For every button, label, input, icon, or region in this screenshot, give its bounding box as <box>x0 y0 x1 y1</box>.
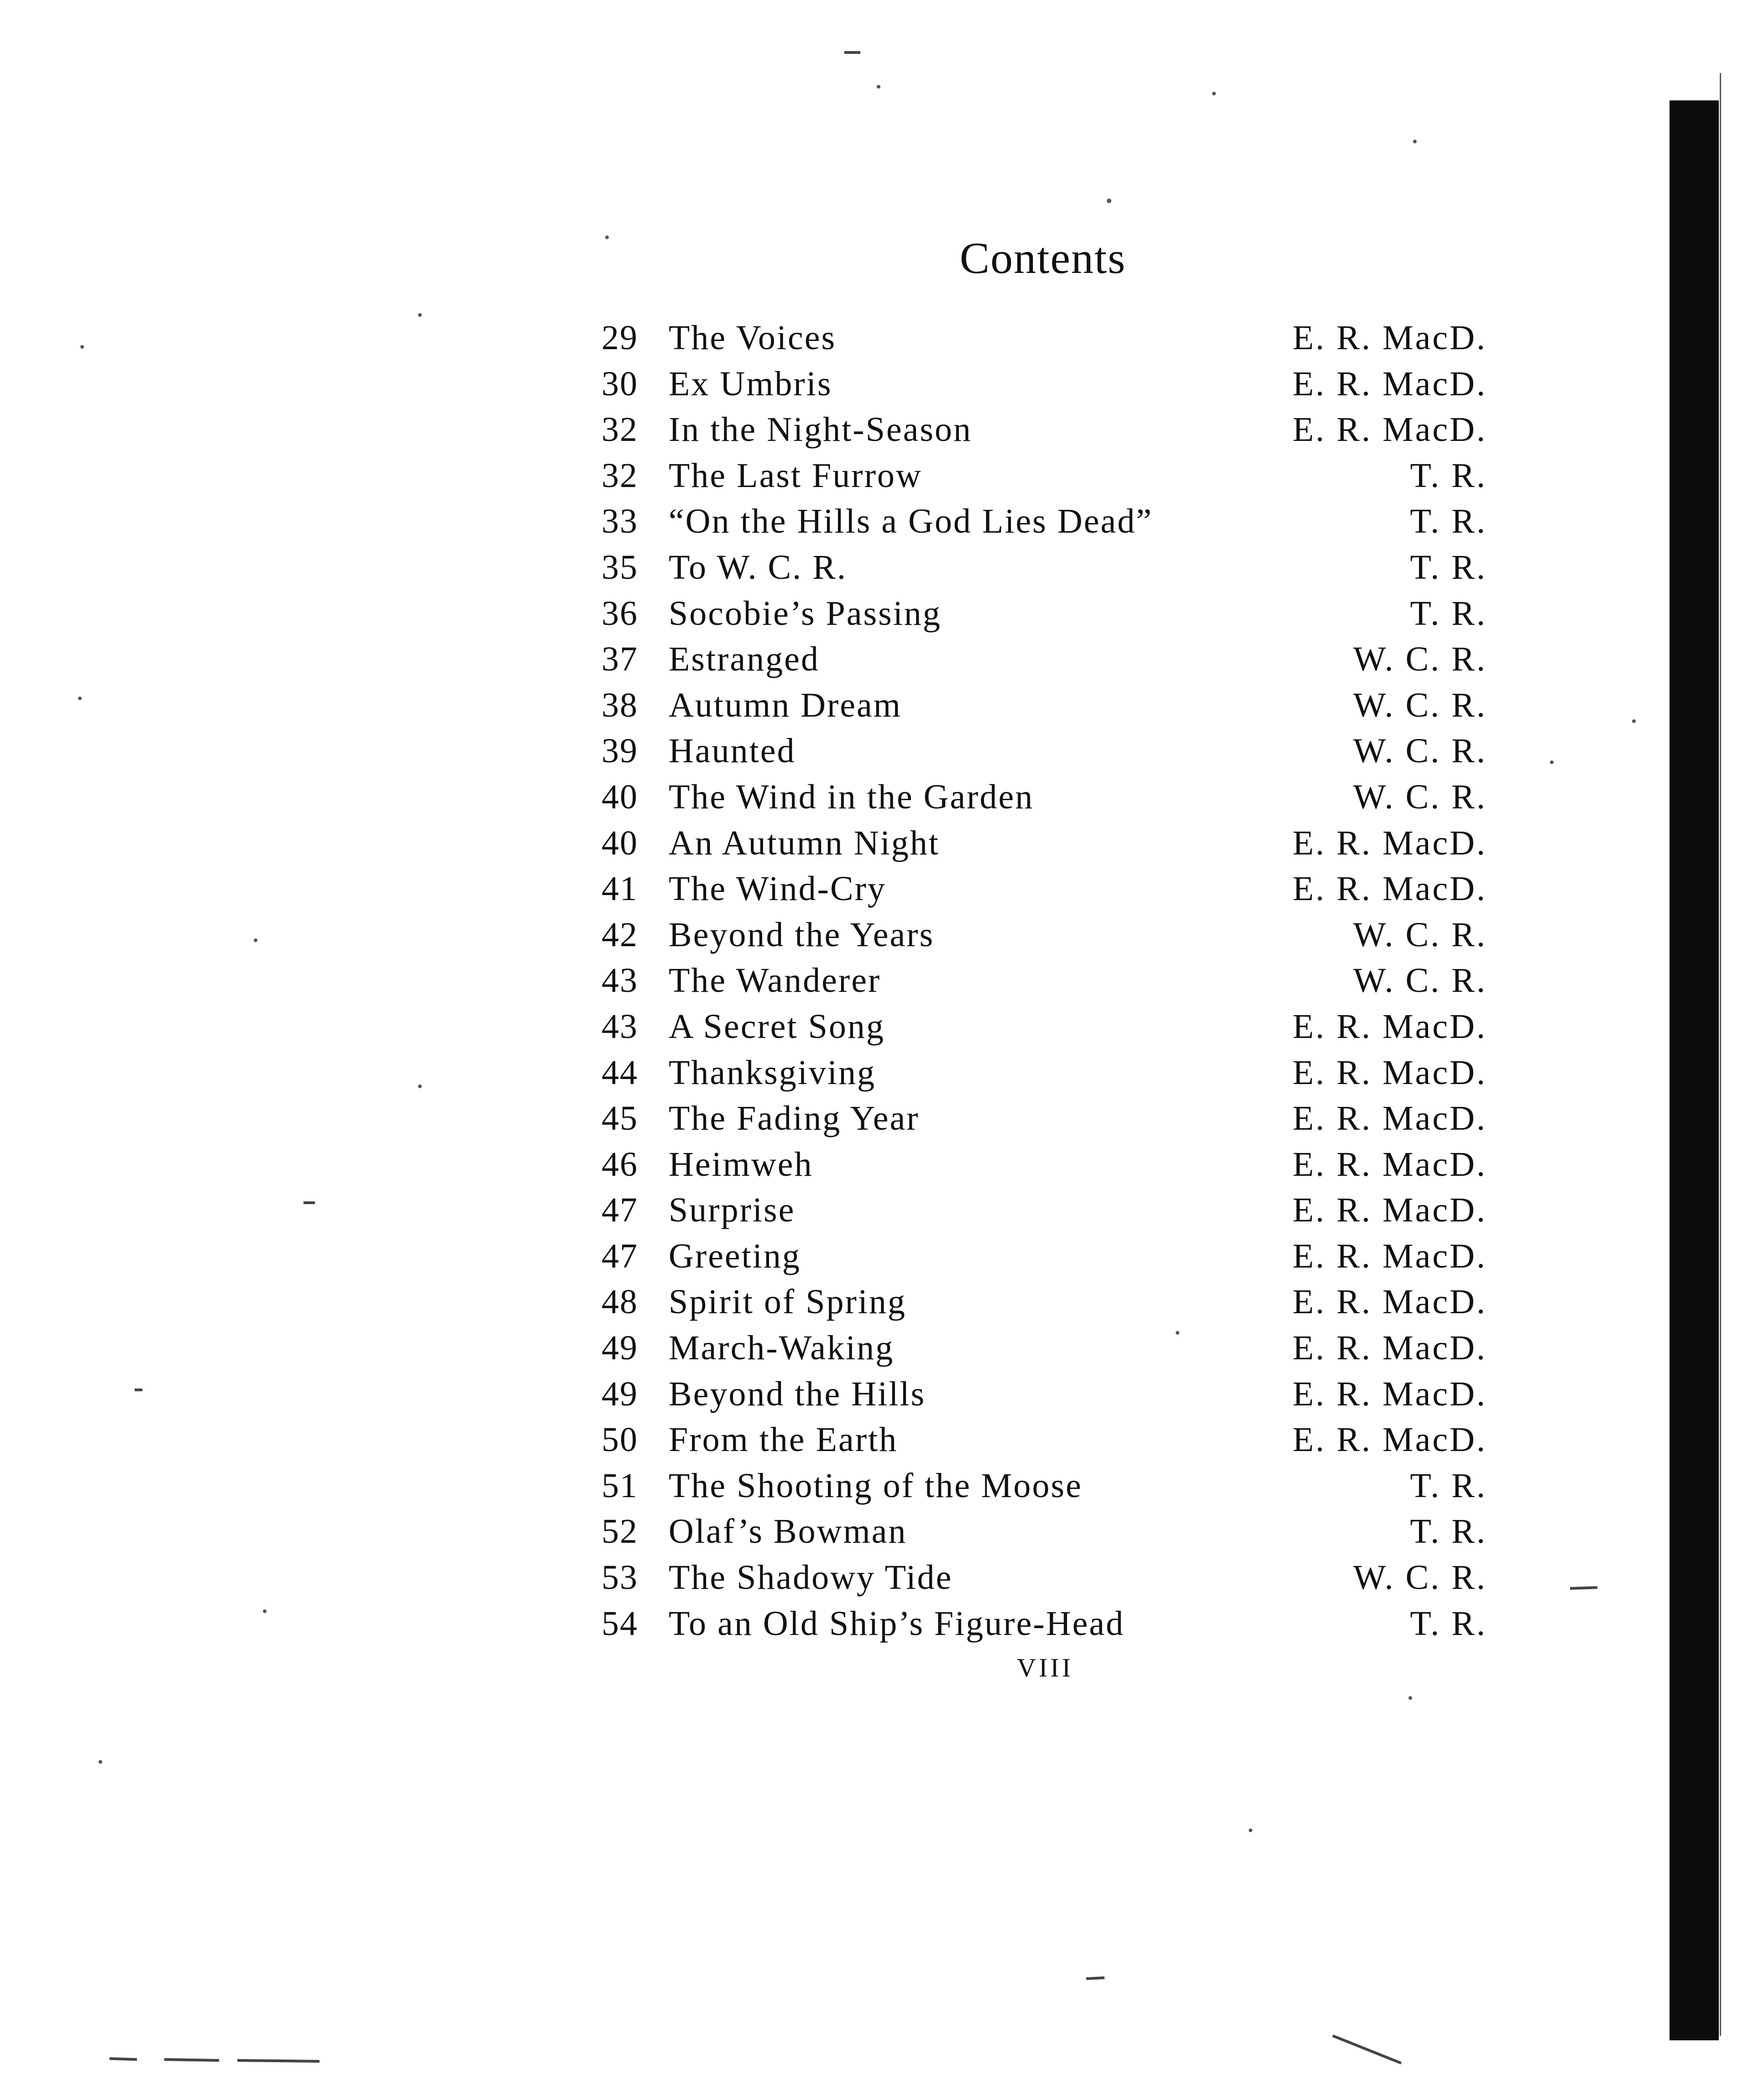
entry-title: The Shadowy Tide <box>669 1558 953 1597</box>
entry-page-number: 39 <box>602 732 638 770</box>
entry-page-number: 35 <box>602 548 638 587</box>
entry-author: E. R. MacD. <box>1292 1237 1487 1275</box>
entry-page-number: 47 <box>602 1191 638 1230</box>
entry-title: Ex Umbris <box>669 364 832 403</box>
entry-page-number: 30 <box>602 364 638 403</box>
entry-page-number: 36 <box>602 594 638 633</box>
entry-author: E. R. MacD. <box>1292 1099 1487 1138</box>
entry-page-number: 51 <box>602 1466 638 1505</box>
page-title: Contents <box>959 234 1126 283</box>
entry-title: To an Old Ship’s Figure-Head <box>669 1604 1125 1643</box>
entry-page-number: 42 <box>602 915 638 954</box>
entry-title: Heimweh <box>669 1145 813 1184</box>
entry-page-number: 49 <box>602 1374 638 1413</box>
page-folio: VIII <box>1017 1653 1073 1682</box>
entry-title: In the Night-Season <box>669 410 972 449</box>
entry-title: The Wanderer <box>669 961 881 1000</box>
entry-author: E. R. MacD. <box>1292 1053 1487 1092</box>
entry-page-number: 43 <box>602 961 638 1000</box>
entry-page-number: 50 <box>602 1420 638 1459</box>
entry-author: E. R. MacD. <box>1292 1420 1487 1459</box>
entry-author: W. C. R. <box>1353 961 1487 1000</box>
entry-title: Spirit of Spring <box>669 1283 906 1321</box>
entry-title: The Wind in the Garden <box>669 777 1034 816</box>
entry-author: E. R. MacD. <box>1292 319 1487 357</box>
entry-page-number: 54 <box>602 1604 638 1643</box>
entry-title: The Fading Year <box>669 1099 920 1138</box>
entry-page-number: 53 <box>602 1558 638 1597</box>
entry-page-number: 49 <box>602 1329 638 1368</box>
entry-title: Greeting <box>669 1237 801 1275</box>
entry-author: E. R. MacD. <box>1292 1329 1487 1368</box>
entry-page-number: 41 <box>602 870 638 908</box>
entry-author: T. R. <box>1410 1466 1487 1505</box>
entry-title: An Autumn Night <box>669 823 940 862</box>
entry-title: Estranged <box>669 640 820 679</box>
entry-author: E. R. MacD. <box>1292 1145 1487 1184</box>
entry-author: E. R. MacD. <box>1292 1374 1487 1413</box>
entry-page-number: 40 <box>602 823 638 862</box>
entry-author: T. R. <box>1410 1512 1487 1551</box>
entry-title: To W. C. R. <box>669 548 847 587</box>
entry-title: March-Waking <box>669 1329 895 1368</box>
entry-page-number: 44 <box>602 1053 638 1092</box>
entry-title: The Last Furrow <box>669 456 922 495</box>
entry-page-number: 32 <box>602 410 638 449</box>
entry-title: Thanksgiving <box>669 1053 876 1092</box>
entry-page-number: 45 <box>602 1099 638 1138</box>
entry-title: “On the Hills a God Lies Dead” <box>669 502 1153 541</box>
entry-author: T. R. <box>1410 502 1487 541</box>
entry-author: W. C. R. <box>1353 732 1487 770</box>
entry-page-number: 48 <box>602 1283 638 1321</box>
entry-author: W. C. R. <box>1353 686 1487 724</box>
entry-page-number: 38 <box>602 686 638 724</box>
entry-title: From the Earth <box>669 1420 898 1459</box>
entry-title: Surprise <box>669 1191 796 1230</box>
entry-title: The Wind-Cry <box>669 870 886 908</box>
entry-author: E. R. MacD. <box>1292 1007 1487 1046</box>
entry-author: W. C. R. <box>1353 915 1487 954</box>
entry-author: T. R. <box>1410 1604 1487 1643</box>
entry-title: Beyond the Years <box>669 915 935 954</box>
entry-author: W. C. R. <box>1353 777 1487 816</box>
entry-author: E. R. MacD. <box>1292 1283 1487 1321</box>
entry-title: A Secret Song <box>669 1007 885 1046</box>
entry-title: Socobie’s Passing <box>669 594 942 633</box>
entry-author: W. C. R. <box>1353 640 1487 679</box>
entry-author: E. R. MacD. <box>1292 364 1487 403</box>
entry-title: The Voices <box>669 319 837 357</box>
entry-page-number: 40 <box>602 777 638 816</box>
entry-title: The Shooting of the Moose <box>669 1466 1083 1505</box>
entry-title: Beyond the Hills <box>669 1374 926 1413</box>
entry-page-number: 32 <box>602 456 638 495</box>
entry-author: E. R. MacD. <box>1292 410 1487 449</box>
entry-title: Autumn Dream <box>669 686 902 724</box>
entry-page-number: 29 <box>602 319 638 357</box>
entry-author: T. R. <box>1410 456 1487 495</box>
entry-author: W. C. R. <box>1353 1558 1487 1597</box>
entry-title: Olaf’s Bowman <box>669 1512 907 1551</box>
entry-author: T. R. <box>1410 548 1487 587</box>
entry-page-number: 37 <box>602 640 638 679</box>
entry-author: T. R. <box>1410 594 1487 633</box>
entry-author: E. R. MacD. <box>1292 823 1487 862</box>
entry-page-number: 33 <box>602 502 638 541</box>
entry-author: E. R. MacD. <box>1292 870 1487 908</box>
entry-author: E. R. MacD. <box>1292 1191 1487 1230</box>
entry-page-number: 46 <box>602 1145 638 1184</box>
entry-title: Haunted <box>669 732 796 770</box>
entry-page-number: 43 <box>602 1007 638 1046</box>
entry-page-number: 47 <box>602 1237 638 1275</box>
entry-page-number: 52 <box>602 1512 638 1551</box>
